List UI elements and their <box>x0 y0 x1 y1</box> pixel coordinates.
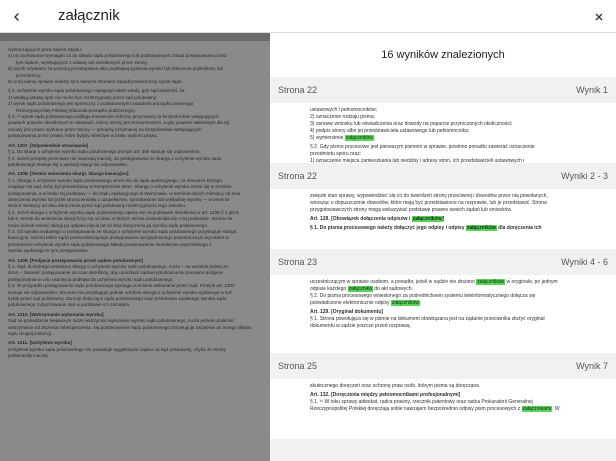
snippet-line <box>310 316 606 323</box>
snippet-text: § 1. ¹¹ W toku sprawy adwokat, radca prawny, rzecznik patentowy oraz radca Prokuratorii Generalnej <box>310 399 533 405</box>
snippet-line <box>310 392 606 399</box>
search-term[interactable]: załącznik <box>58 7 120 24</box>
snippet-text: dokumentu w sądzie jeszcze przed rozprawą. <box>310 323 411 329</box>
snippet-line <box>310 300 606 307</box>
document-line: stosuje się odpowiednio. Stronom nie przysługuje jednak odrębna skarga o uchylenie wyroku wydanego w tym <box>8 289 233 295</box>
document-line: Uchylenie wyroku sądu polubownego nie powoduje wygaśnięcia zapisu na sąd polubowny, chyba że strony <box>8 346 226 352</box>
snippet-line <box>310 216 606 223</box>
snippet-text: wnosząc o dopuszczenie dowodów, które mają być przedstawione na rozprawie, lub je przedstawić. Strona <box>310 200 547 206</box>
document-line: polubownego stosuje się o apelacji skargi się odpowiednio. <box>8 161 129 167</box>
snippet-text: 1) oznaczenie miejsca zamieszkania lub siedziby i adresy stron, ich przedstawicieli ustawowych i <box>310 158 525 163</box>
result-snippet[interactable] <box>270 103 616 163</box>
snippet-line <box>310 323 606 330</box>
document-line: wyroku wydanego w tym postępowaniu. <box>8 248 89 254</box>
snippet-text: do akt sądowych. <box>372 286 413 292</box>
result-header[interactable] <box>270 77 616 103</box>
snippet-text: zwięzłe stan sprawy, wypowiedzieć się co do twierdzeń strony przeciwnej i dowodów przez nią powołanych, <box>310 193 548 199</box>
document-line: § 2. Jeżeli skarga o uchylenie wyroku sądu polubownego opiera się na podstawie określonej w art. 1206 § 1 pkt 5 <box>8 209 239 215</box>
document-line: § 1. Sąd, do którego wniesiono skargę o uchylenie wyroku sądu polubownego, może – na wniosek jednej ze <box>8 264 228 269</box>
results-header <box>270 33 616 77</box>
snippet-line <box>310 383 606 390</box>
snippet-text: przedmiotu sporu oraz: <box>310 151 362 157</box>
snippet-line <box>310 309 606 316</box>
snippet-text: Art. 132. [Doręczenia między pełnomocnikami profesjonalnymi] <box>310 392 461 398</box>
document-line: postępowania, a w braku tej podstawy — do Sądu Apelacyjnego w Warszawie, w terminie dwóch miesięcy od dnia <box>8 190 241 196</box>
search-highlight: załączników <box>345 135 373 141</box>
result-group <box>270 77 616 163</box>
result-page-label: Strona 22 <box>278 85 318 95</box>
snippet-text: 2) oznaczenie rodzaju pisma; <box>310 114 376 120</box>
document-line: postępowania przez prawa, które byłyby właściwe w braku wyboru prawa. <box>8 133 158 139</box>
result-snippet[interactable] <box>270 275 616 353</box>
snippet-text: Art. 129. [Oryginał dokumentu] <box>310 309 384 315</box>
document-line: wykraczających poza zakres zapisu; <box>8 47 83 52</box>
search-highlight: załączników <box>477 279 505 285</box>
snippet-text: 5) wymienienie <box>310 135 345 141</box>
document-line: § 2. W przypadku postępowania sądu polubownego wymaga ocenienia wskazanie przez Sąd. Przepis art. 1202 <box>8 283 235 289</box>
search-highlight: załącznika <box>348 286 372 292</box>
document-line: § 2. Jeżeli przepisy przeciwne nie stanowią inaczej, do postępowania ze skargą o uchylenie wyroku sądu <box>8 155 222 161</box>
document-line: 5) wyrok uzyskano za pomocą przestępstwa albo podstawą wydania wyroku był dokument podrobiony lub <box>8 66 224 72</box>
document-line: lub 6, termin do wniesienia skargi liczy się od dnia, w którym strona dowiedziała się o tej podstawie. Strona nie <box>8 216 233 222</box>
snippet-text: . <box>419 300 422 306</box>
snippet-text: Art. 128. [Obowiązek dołączenia odpisów i <box>310 216 412 222</box>
document-line: prawach prawnie określonych w ustawach, którzy strony jest konsumentem, a gdy prawem właściwym dla tej <box>8 120 230 126</box>
document-line: doręczenia wyroku lub jeżeli strona wniosła o uzupełnienie, sprostowanie lub wykładnię wyroku — w terminie <box>8 196 230 202</box>
document-line: tym sądem, wynikających z ustawy lub określonych przez strony; <box>16 59 148 65</box>
snippet-text: w oryginale, po jednym <box>505 279 558 285</box>
results-list <box>270 77 616 439</box>
document-line: § 3. ¹¹ wyrok sądu polubownego podlega konwencie ochrony przyznanej na bezpośrednie wstępujących <box>8 114 219 120</box>
snippet-line <box>310 207 606 214</box>
snippet-text: . W <box>552 406 560 412</box>
document-line: Rzeczypospolitej Polskiej (klauzula porządku publicznego). <box>16 107 137 113</box>
search-toolbar <box>0 0 616 33</box>
snippet-line <box>310 128 606 135</box>
result-page-label: Strona 23 <box>278 257 318 267</box>
snippet-text: odpisie każdego <box>310 286 348 292</box>
snippet-text: uczestniczącym w sprawie osobom, a ponadto, jeżeli w sądzie nie złożono <box>310 279 477 285</box>
result-match-label: Wynik 1 <box>576 85 608 95</box>
result-snippet[interactable] <box>270 379 616 439</box>
snippet-text: § 1. Strona powołująca się w piśmie na dokument obowiązana jest na żądanie przeciwnika złożyć oryginał <box>310 316 545 322</box>
document-line: wstrzymanie od złożenia zabezpieczenia. Na postanowienie sądu polubownego przysługuje zażalenie do innego składu <box>8 324 252 330</box>
search-results-panel <box>270 33 616 461</box>
close-button[interactable] <box>590 8 608 26</box>
results-count: 16 wyników znalezionych <box>381 49 505 61</box>
document-line: przerobiony; <box>16 72 42 78</box>
document-line: polubownego rozpoznawane sąd w podstawie ich zarzutem. <box>8 302 131 308</box>
snippet-text: . <box>373 135 376 141</box>
search-highlight: załączników <box>412 216 442 222</box>
snippet-text: ustawowych i pełnomocników; <box>310 107 377 113</box>
document-line: umowy jest prawo wybrane przez strony — przepisy przyznanej na bezpośrednie wstępujących <box>8 126 202 132</box>
snippet-line <box>310 399 606 406</box>
back-button[interactable] <box>8 8 26 26</box>
snippet-line <box>310 151 606 158</box>
snippet-text: 3) osnowę wniosku lub oświadczenia oraz dowody na poparcie przytoczonych okoliczności; <box>310 121 513 127</box>
result-group <box>270 163 616 249</box>
document-line: sądu drugiej instancji. <box>8 331 53 337</box>
snippet-line <box>310 193 606 200</box>
result-match-label: Wyniki 2 - 3 <box>561 171 608 181</box>
document-line: Art. 1209. [Podjęcie postępowania przed sądem polubownym] <box>8 257 143 263</box>
document-line: § 2. Uchylenie wyroku sądu polubownego następuje także wtedy, gdy sąd stwierdzi, że: <box>8 88 186 94</box>
result-page-label: Strona 25 <box>278 361 318 371</box>
document-line: może jednak wnieść skargi po upływie pięciu lat od dnia doręczenia jej wyroku sądu polubownego. <box>8 222 209 228</box>
result-header[interactable] <box>270 249 616 275</box>
snippet-text: § 2. Gdy pismo procesowe jest pierwszym pismem w sprawie, powinno ponadto zawierać oznaczenie <box>310 144 535 150</box>
document-line: postanowiły inaczej. <box>8 353 49 359</box>
document-line: Art. 1211. [Uchylenie wyroku] <box>8 340 72 346</box>
document-line: Art. 1208. [Termin wniesienia skargi. Skarga kasacyjna] <box>8 171 129 177</box>
snippet-line <box>310 114 606 121</box>
snippet-line <box>310 225 606 232</box>
snippet-text: Rzeczypospolitej Polskiej doręczają sobie nawzajem bezpośrednio odpisy pism procesowych z <box>310 406 522 412</box>
document-line: § 1. Skargę o uchylenie wyroku sądu polubownego wnosi się do sądu apelacyjnego, na obszarze którego <box>8 177 223 183</box>
search-highlight: załączników <box>466 225 496 231</box>
result-snippet[interactable] <box>270 189 616 249</box>
snippet-line <box>310 135 606 142</box>
snippet-text: § 2. Do pisma procesowego wniesionego za pośrednictwem systemu teleinformatycznego dołącza się <box>310 293 536 299</box>
document-line: § 1. Do skargi o uchylenie wyroku sądu polubownego przepis art. 358 stosuje się odpowiednio. <box>8 149 201 155</box>
document-line: Art. 1207. [Odpowiednie stosowanie] <box>8 142 89 148</box>
document-line: Sąd na posiedzeniu niejawnym może wstrzymać wykonanie wyroku sądu polubownego, może jednak uzależnić <box>8 318 235 324</box>
result-group <box>270 353 616 439</box>
snippet-text: przygotowawczych strony mogą wskazywać podstawę prawne swoich żądań lub wniosków. <box>310 207 513 213</box>
document-line: postępowania w celu usunięcia podstaw do uchylenia wyroku sądu polubownego. <box>8 276 174 282</box>
result-match-label: Wynik 7 <box>576 361 608 371</box>
snippet-line <box>310 279 606 286</box>
result-group <box>270 249 616 353</box>
document-background <box>0 33 270 461</box>
search-highlight: załączników <box>391 300 419 306</box>
snippet-line <box>310 121 606 128</box>
snippet-text: 4) podpis strony albo jej przedstawiciela ustawowego lub pełnomocnika; <box>310 128 470 134</box>
document-page <box>0 41 270 461</box>
document-line: przedmiocie uchylenia wyroku sądu polubownego składa postanowienie nienależnie poprzedniego z <box>8 241 212 247</box>
document-line: znajduje się sąd, który był przewidziany w kompromisie stron. Skargę o uchylenie wyroku wnosi się w terminie <box>8 184 232 190</box>
close-icon <box>594 12 604 22</box>
snippet-text: skutecznego doręczeń oraz ochronę praw osób, którym pisma są doręczane. <box>310 383 481 389</box>
document-line: dwóch miesięcy od dnia doręczenia przez sąd polubowny rozstrzygnięcia tego wniosku. <box>8 203 187 209</box>
document-line: 4) na zachowanie wymagań co do składu sądu polubownego lub podstawowych zasad postępowania przed <box>8 53 227 59</box>
document-line: stron – zawiesić postępowanie na czas określony, aby umożliwić sądowi polubownemu ponowne podjęcie <box>8 270 223 276</box>
snippet-line <box>310 200 606 207</box>
snippet-line <box>310 286 606 293</box>
snippet-text: ] <box>442 216 445 222</box>
snippet-text: poświadczone elektronicznie odpisy <box>310 300 391 306</box>
snippet-line <box>310 144 606 151</box>
document-line: § 3. Od wyroku wydanego w postępowaniu ze skargą o uchylenie wyroku sądu polubownego przysługuje skarga <box>8 228 237 234</box>
search-highlight: załącznikami <box>522 406 552 412</box>
snippet-line <box>310 406 606 413</box>
snippet-text: § 1. Do pisma procesowego należy dołączyć jego odpisy i odpisy <box>310 225 466 231</box>
document-line: 2) wyrok sądu polubownego jest sprzeczny z podstawowymi zasadami porządku prawnego <box>8 101 194 107</box>
snippet-text: dla doręczenia ich <box>496 225 542 231</box>
snippet-line <box>310 293 606 300</box>
document-line: Art. 1210. [Wstrzymanie wykonania wyroku] <box>8 311 104 317</box>
result-header[interactable] <box>270 353 616 379</box>
result-match-label: Wyniki 4 - 6 <box>561 257 608 267</box>
result-header[interactable] <box>270 163 616 189</box>
document-line: 6) w tej samej sprawie między tymi samymi stronami zapadł prawomocny wyrok sądu. <box>8 79 183 85</box>
document-line: kasacyjna. Można także sądzi przewodniczącego postępowania uwzględnionego prawomocnym wyrokiem w <box>8 235 229 241</box>
document-line: 1) według ustawy spór nie może być rozstrzygnięty przez sąd polubowny; <box>8 94 158 100</box>
result-page-label: Strona 22 <box>278 171 318 181</box>
document-line: trybie przez sąd polubowny. Zarzuty dotyczące sądu polubownego oraz przedmiotu wydanego wyroku sądu <box>8 296 227 302</box>
snippet-line <box>310 107 606 114</box>
chevron-left-icon <box>12 12 22 22</box>
